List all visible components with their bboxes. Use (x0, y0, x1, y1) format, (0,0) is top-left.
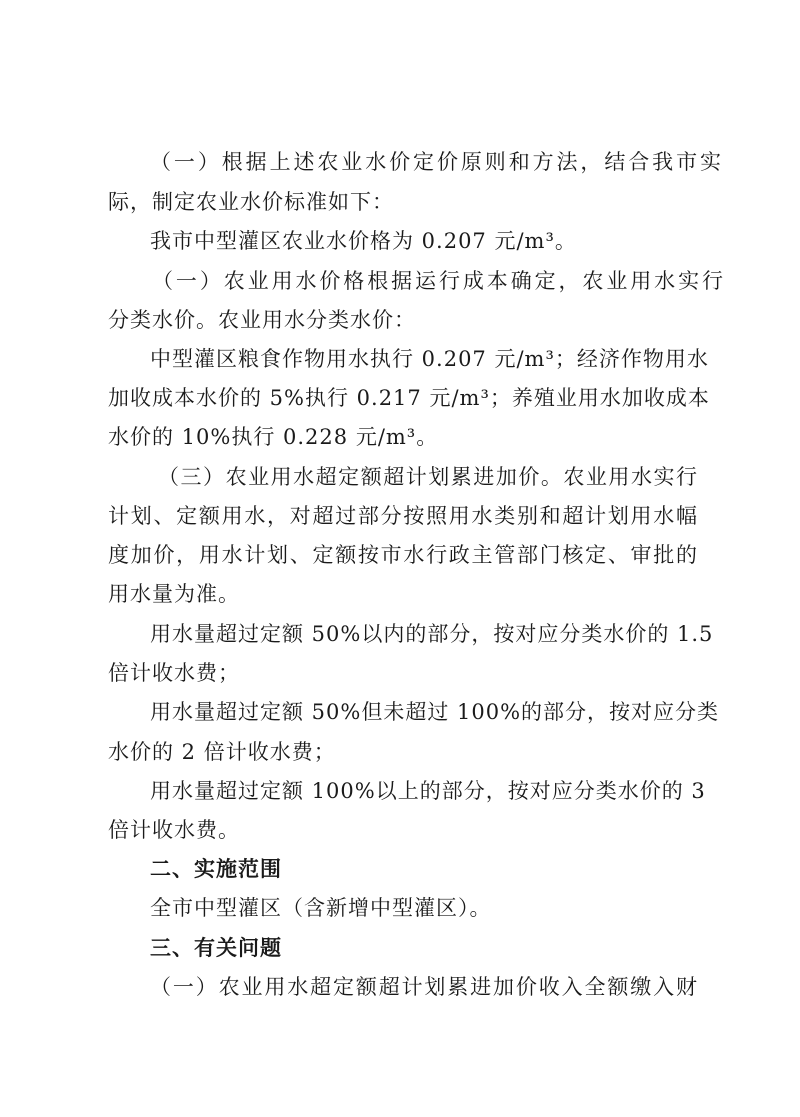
paragraph-line: 我市中型灌区农业水价格为 0.207 元/m³。 (150, 229, 577, 253)
section-heading: 三、有关问题 (150, 936, 282, 960)
paragraph-line: 倍计收水费。 (108, 818, 240, 842)
paragraph-line: 中型灌区粮食作物用水执行 0.207 元/m³；经济作物用水 (150, 347, 709, 371)
paragraph-line: 分类水价。农业用水分类水价： (108, 308, 416, 332)
paragraph-line: 用水量超过定额 50%以内的部分，按对应分类水价的 1.5 (150, 622, 714, 646)
paragraph-line: 全市中型灌区（含新增中型灌区）。 (150, 896, 492, 920)
paragraph-line: （一）农业用水价格根据运行成本确定，农业用水实行 (152, 269, 724, 293)
paragraph-line: 计划、定额用水，对超过部分按照用水类别和超计划用水幅 (108, 504, 698, 528)
paragraph-line: 加收成本水价的 5%执行 0.217 元/m³；养殖业用水加收成本 (108, 386, 710, 410)
paragraph-line: 用水量超过定额 100%以上的部分，按对应分类水价的 3 (150, 779, 706, 803)
paragraph-line: （一）农业用水超定额超计划累进加价收入全额缴入财 (150, 975, 698, 999)
paragraph-line: 水价的 10%执行 0.228 元/m³。 (108, 425, 439, 449)
section-heading: 二、实施范围 (150, 857, 282, 881)
paragraph-line: 度加价，用水计划、定额按市水行政主管部门核定、审批的 (108, 543, 698, 567)
paragraph-line: 际，制定农业水价标准如下： (108, 190, 394, 214)
paragraph-line: （三）农业用水超定额超计划累进加价。农业用水实行 (158, 465, 698, 489)
paragraph-line: 用水量为准。 (108, 582, 240, 606)
paragraph-line: 水价的 2 倍计收水费； (108, 740, 336, 764)
paragraph-line: （一）根据上述农业水价定价原则和方法，结合我市实 (150, 150, 722, 174)
paragraph-line: 用水量超过定额 50%但未超过 100%的部分，按对应分类 (150, 700, 720, 724)
paragraph-line: 倍计收水费； (108, 661, 240, 685)
